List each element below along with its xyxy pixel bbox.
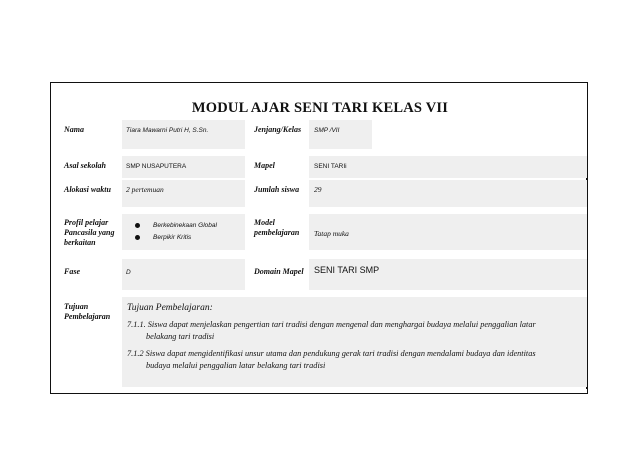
cell-jumlah-value xyxy=(309,180,587,207)
label-model-line1: Model xyxy=(254,218,275,227)
label-tujuan-line1: Tujuan xyxy=(64,302,89,311)
label-profil-line1: Profil pelajar xyxy=(64,218,109,227)
label-alokasi-waktu: Alokasi waktu xyxy=(64,185,111,194)
cell-fase-value xyxy=(122,259,245,290)
label-jenjang: Jenjang/Kelas xyxy=(254,125,302,134)
list-item: Berkebinekaan Global xyxy=(153,222,217,229)
cell-profil-value xyxy=(122,214,245,250)
value-alokasi-waktu: 2 pertemuan xyxy=(126,185,164,194)
label-domain-mapel: Domain Mapel xyxy=(254,267,304,276)
tujuan-item-1-line1: 7.1.1. Siswa dapat menjelaskan pengertian tari tradisi dengan mengenal dan menghargai budaya melalui penggalian latar xyxy=(127,320,536,329)
label-asal-sekolah: Asal sekolah xyxy=(64,161,107,170)
label-mapel: Mapel xyxy=(254,161,275,170)
value-jumlah-siswa: 29 xyxy=(314,185,322,194)
label-nama: Nama xyxy=(64,125,84,134)
value-asal-sekolah: SMP NUSAPUTERA xyxy=(126,163,187,170)
value-nama: Tiara Mawarni Putri H, S.Sn. xyxy=(126,127,209,134)
list-item: Berpikir Kritis xyxy=(153,234,192,241)
tujuan-item-2-line2: budaya melalui penggalian latar belakang tari tradisi xyxy=(146,360,326,370)
bullet-icon xyxy=(135,235,140,240)
page-title: MODUL AJAR SENI TARI KELAS VII xyxy=(191,100,449,116)
label-profil-line3: berkaitan xyxy=(64,238,96,247)
label-tujuan-line2: Pembelajaran xyxy=(64,312,111,321)
label-model-line2: pembelajaran xyxy=(254,228,300,237)
value-model-pembelajaran: Tatap muka xyxy=(314,229,349,238)
value-mapel: SENI TARIi xyxy=(314,163,347,170)
value-fase: D xyxy=(126,269,131,276)
tujuan-item-2 xyxy=(127,348,582,371)
value-domain-mapel: SENI TARI SMP xyxy=(314,265,380,275)
tujuan-item-2-line1: 7.1.2 Siswa dapat mengidentifikasi unsur utama dan pendukung gerak tari tradisi dengan mendalami budaya dan identitas xyxy=(127,349,536,358)
cell-mapel-value xyxy=(309,156,587,178)
bullet-icon xyxy=(135,223,140,228)
tujuan-item-1 xyxy=(127,319,582,342)
label-profil-line2: Pancasila yang xyxy=(64,228,115,237)
cell-model-value xyxy=(309,214,587,250)
label-jumlah-siswa: Jumlah siswa xyxy=(254,185,300,194)
tujuan-heading: Tujuan Pembelajaran: xyxy=(127,303,213,313)
value-jenjang: SMP /VII xyxy=(314,127,340,134)
tujuan-item-1-line2: belakang tari tradisi xyxy=(146,331,215,341)
label-fase: Fase xyxy=(64,267,80,276)
